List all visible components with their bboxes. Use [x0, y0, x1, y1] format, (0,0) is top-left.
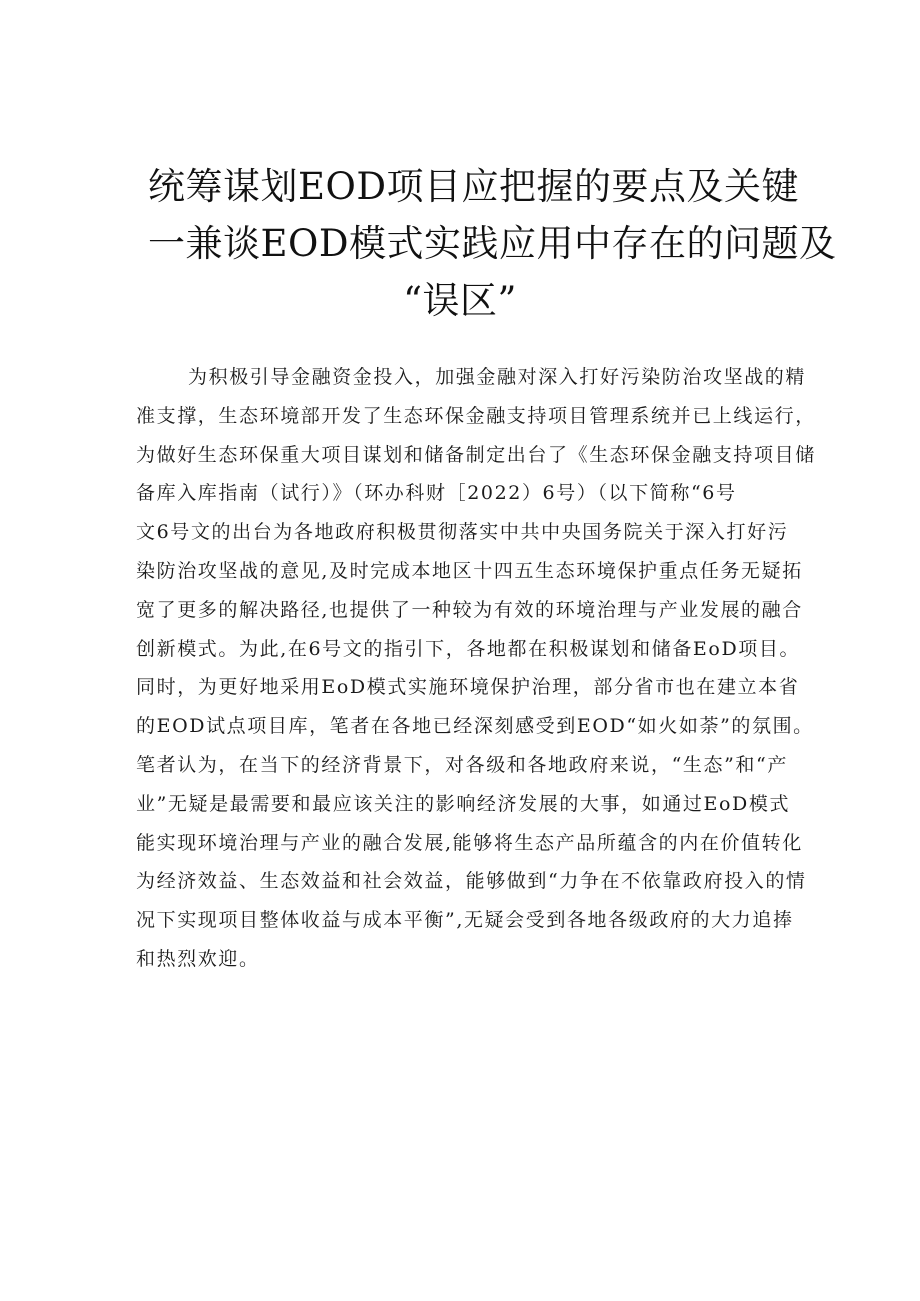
body-line: 业”无疑是最需要和最应该关注的影响经济发展的大事，如通过EoD模式 — [136, 792, 791, 815]
document-title — [0, 158, 920, 329]
body-line: 染防治攻坚战的意见,及时完成本地区十四五生态环境保护重点任务无疑拓 — [136, 559, 803, 582]
title-line-2: 一兼谈EOD模式实践应用中存在的问题及 — [148, 222, 837, 265]
title-line-3: “误区” — [403, 279, 517, 322]
body-paragraph — [136, 358, 816, 979]
body-line: 为积极引导金融资金投入，加强金融对深入打好污染防治攻坚战的精 — [188, 366, 807, 388]
body-line: 备库入库指南（试行）》（环办科财［2022）6号）（以下简称“6号 — [136, 482, 737, 505]
body-line: 笔者认为，在当下的经济背景下，对各级和各地政府来说，“生态”和“产 — [136, 753, 788, 776]
body-line: 同时，为更好地采用EoD模式实施环境保护治理，部分省市也在建立本省 — [136, 676, 800, 699]
body-line: 的EOD试点项目库，笔者在各地已经深刻感受到EOD“如火如荼”的氛围。 — [136, 715, 814, 738]
title-line-1: 统筹谋划EOD项目应把握的要点及关键 — [148, 165, 800, 208]
body-line: 准支撑，生态环境部开发了生态环保金融支持项目管理系统并已上线运行， — [136, 404, 816, 427]
body-line: 创新模式。为此,在6号文的指引下，各地都在积极谋划和储备EoD项目。 — [136, 637, 801, 660]
body-line: 文6号文的出台为各地政府积极贯彻落实中共中央国务院关于深入打好污 — [136, 521, 789, 544]
body-line: 能实现环境治理与产业的融合发展,能够将生态产品所蕴含的内在价值转化 — [136, 831, 803, 854]
body-line: 况下实现项目整体收益与成本平衡”,无疑会受到各地各级政府的大力追捧 — [136, 909, 794, 932]
body-line: 和热烈欢迎。 — [136, 947, 260, 970]
body-line: 为做好生态环保重大项目谋划和储备制定出台了《生态环保金融支持项目储 — [136, 443, 816, 466]
body-line: 为经济效益、生态效益和社会效益，能够做到“力争在不依靠政府投入的情 — [136, 870, 807, 893]
body-line: 宽了更多的解决路径,也提供了一种较为有效的环境治理与产业发展的融合 — [136, 598, 803, 621]
